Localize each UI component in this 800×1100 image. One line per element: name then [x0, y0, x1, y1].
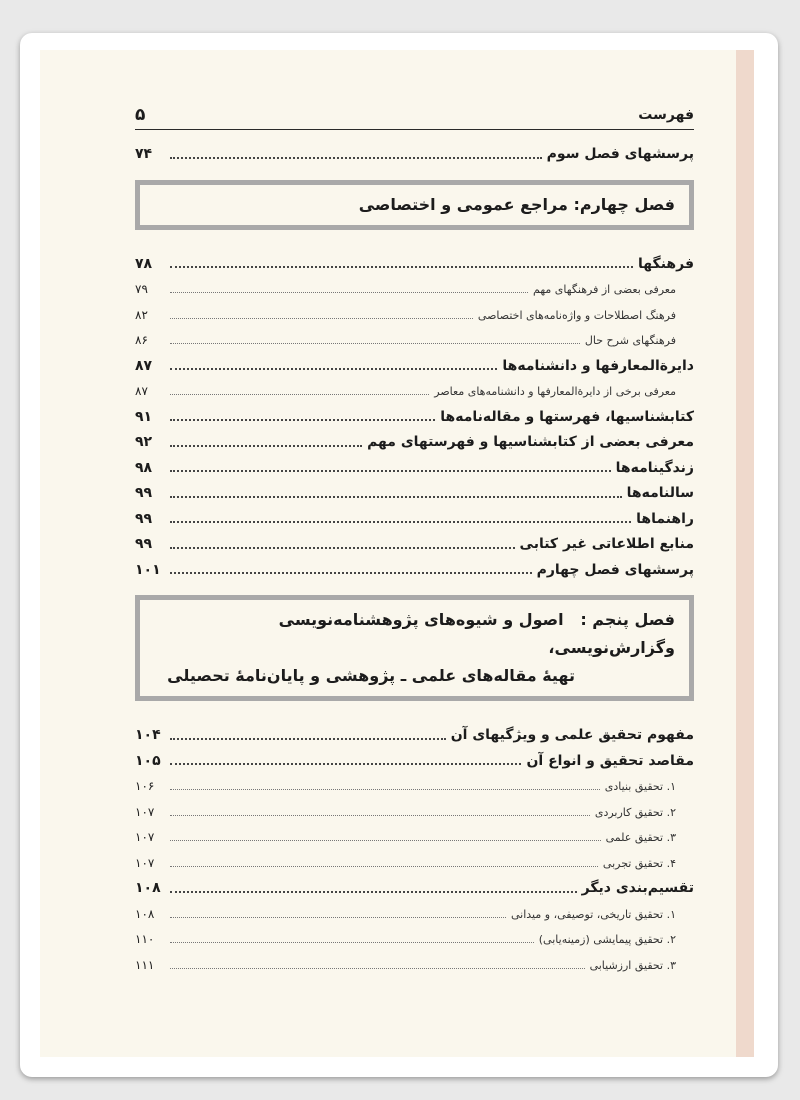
toc-entry	[135, 481, 694, 507]
entry-page-number: ۱۱۰	[135, 932, 155, 946]
dot-leader	[170, 394, 429, 395]
toc-subentry	[135, 825, 694, 851]
book-page	[40, 50, 754, 1057]
toc-subentry	[135, 953, 694, 979]
entry-page-number: ۱۰۸	[135, 880, 161, 896]
entry-title: معرفی بعضی از کتابشناسیها و فهرستهای مهم	[367, 434, 694, 450]
entry-title: راهنماها	[636, 510, 694, 527]
toc-subentry	[135, 277, 694, 303]
dot-leader	[170, 917, 506, 918]
toc-subentry	[135, 851, 694, 877]
dot-leader	[170, 266, 633, 268]
entry-title: فرهنگ اصطلاحات و واژه‌نامه‌های اختصاصی	[477, 308, 676, 322]
chapter-5-label: فصل پنجم :	[580, 610, 675, 629]
entry-title: پرسشهای فصل چهارم	[536, 561, 694, 578]
toc-subentry	[135, 800, 694, 826]
entry-page-number: ۹۱	[135, 408, 153, 425]
dot-leader	[170, 292, 528, 293]
toc-subentry	[135, 328, 694, 354]
toc-entry	[135, 142, 694, 168]
entry-page-number: ۹۸	[135, 459, 153, 476]
dot-leader	[170, 157, 542, 159]
entry-page-number: ۱۰۶	[135, 779, 155, 793]
entry-title: ۳. تحقیق ارزشیابی	[589, 958, 676, 972]
chapter-4-box	[135, 180, 694, 230]
toc-subentry	[135, 379, 694, 405]
entry-page-number: ۷۴	[135, 146, 153, 162]
chapter-5-line-1	[154, 606, 675, 662]
entry-title: زندگینامه‌ها	[615, 459, 694, 476]
entry-page-number: ۱۰۱	[135, 561, 161, 578]
toc-entry	[135, 558, 694, 584]
toc-subentry	[135, 303, 694, 329]
header-title: فهرست	[638, 107, 694, 123]
entry-page-number: ۸۷	[135, 357, 153, 374]
entry-title: پرسشهای فصل سوم	[546, 146, 694, 162]
toc-entry	[135, 456, 694, 482]
toc-entry	[135, 405, 694, 431]
dot-leader	[170, 318, 473, 319]
entry-page-number: ۱۰۷	[135, 855, 155, 870]
toc-entry	[135, 354, 694, 380]
entry-page-number: ۷۸	[135, 255, 153, 272]
toc-entry	[135, 876, 694, 902]
entry-title: فرهنگها	[638, 255, 694, 272]
entry-page-number: ۱۰۷	[135, 830, 155, 844]
entry-page-number: ۷۹	[135, 282, 148, 296]
entry-page-number: ۸۶	[135, 333, 148, 347]
dot-leader	[170, 840, 601, 841]
dot-leader	[170, 866, 598, 867]
dot-leader	[170, 419, 435, 421]
chapter-5-title-1: اصول و شیوه‌های پژوهشنامه‌نویسی وگزارش‌نویسی،	[278, 610, 675, 657]
toc-subentry	[135, 774, 694, 800]
entry-title: تقسیم‌بندی دیگر	[581, 880, 694, 896]
entry-title: ۱. تحقیق بنیادی	[604, 780, 676, 793]
header-page-number: ۵	[135, 105, 146, 125]
entry-page-number: ۱۰۸	[135, 906, 155, 921]
page-header	[135, 105, 694, 130]
entry-title: منابع اطلاعاتی غیر کتابی	[519, 536, 694, 552]
entry-title: مفهوم تحقیق علمی و ویژگیهای آن	[450, 727, 694, 743]
dot-leader	[170, 815, 590, 816]
entry-page-number: ۱۰۷	[135, 804, 155, 819]
entry-title: معرفی برخی از دایرةالمعارفها و دانشنامه‌های معاصر	[434, 385, 676, 398]
entry-page-number: ۹۲	[135, 434, 153, 450]
toc-entry	[135, 430, 694, 456]
chapter-4-title: فصل چهارم: مراجع عمومی و اختصاصی	[358, 194, 675, 214]
toc-entry	[135, 507, 694, 533]
dot-leader	[170, 572, 532, 574]
entry-title: ۳. تحقیق علمی	[605, 831, 676, 844]
entry-title: سالنامه‌ها	[626, 485, 694, 501]
entry-page-number: ۹۹	[135, 536, 153, 552]
entry-page-number: ۹۹	[135, 510, 153, 527]
entry-title: ۲. تحقیق پیمایشی (زمینه‌یابی)	[538, 933, 676, 946]
toc-entry	[135, 749, 694, 775]
chapter-5-title-2: تهیهٔ مقاله‌های علمی ـ پژوهشی و پایان‌نامهٔ تحصیلی	[167, 666, 575, 685]
dot-leader	[170, 521, 631, 523]
entry-page-number: ۱۰۴	[135, 727, 161, 743]
entry-title: مقاصد تحقیق و انواع آن	[526, 752, 694, 769]
toc-block-3	[135, 723, 694, 978]
chapter-5-box	[135, 595, 694, 701]
toc-entry	[135, 252, 694, 278]
entry-page-number: ۱۰۵	[135, 752, 161, 769]
entry-title: فرهنگهای شرح حال	[584, 334, 676, 347]
entry-title: ۲. تحقیق کاربردی	[594, 805, 676, 819]
entry-page-number: ۸۷	[135, 384, 148, 398]
toc-subentry	[135, 927, 694, 953]
entry-title: ۴. تحقیق تجربی	[602, 856, 676, 870]
entry-title: ۱. تحقیق تاریخی، توصیفی، و میدانی	[511, 907, 676, 921]
dot-leader	[170, 789, 600, 790]
dot-leader	[170, 942, 534, 943]
toc-entry	[135, 532, 694, 558]
entry-title: کتابشناسیها، فهرستها و مقاله‌نامه‌ها	[440, 408, 694, 425]
entry-title: دایرةالمعارفها و دانشنامه‌ها	[502, 357, 694, 374]
dot-leader	[170, 368, 497, 370]
dot-leader	[170, 445, 362, 447]
toc-entry	[135, 723, 694, 749]
entry-page-number: ۱۱۱	[135, 957, 155, 972]
dot-leader	[170, 496, 622, 498]
dot-leader	[170, 470, 611, 472]
toc-subentry	[135, 902, 694, 928]
dot-leader	[170, 968, 585, 969]
toc-block-1	[135, 142, 694, 168]
entry-page-number: ۹۹	[135, 485, 153, 501]
toc-content	[135, 105, 694, 978]
dot-leader	[170, 738, 446, 740]
dot-leader	[170, 547, 515, 549]
toc-block-2	[135, 252, 694, 584]
entry-page-number: ۸۲	[135, 307, 148, 322]
entry-title: معرفی بعضی از فرهنگهای مهم	[533, 283, 676, 296]
dot-leader	[170, 891, 577, 893]
dot-leader	[170, 343, 580, 344]
dot-leader	[170, 763, 521, 765]
